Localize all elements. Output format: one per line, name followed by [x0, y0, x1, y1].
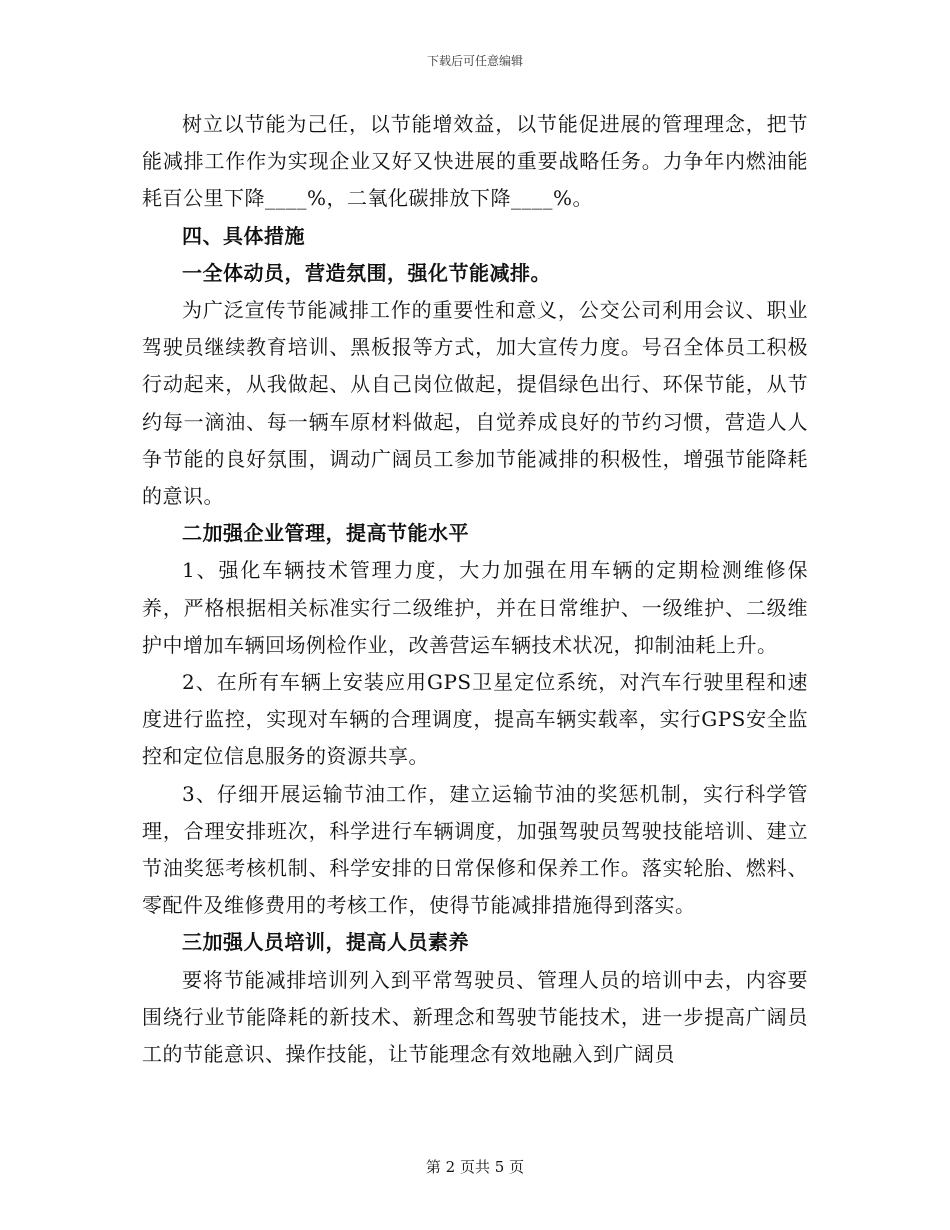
document-body — [142, 106, 808, 1073]
paragraph-vehicle-maintenance: 1、强化车辆技术管理力度，大力加强在用车辆的定期检测维修保养，严格根据相关标准实行二级维护，并在日常维护、一级维护、二级维护中增加车辆回场例检作业，改善营运车辆技术状况，抑制油耗上升。 — [142, 558, 808, 657]
page-header: 下载后可任意编辑 — [426, 54, 523, 68]
paragraph-publicity: 为广泛宣传节能减排工作的重要性和意义，公交公司利用会议、职业驾驶员继续教育培训、黑板报等方式，加大宣传力度。号召全体员工积极行动起来，从我做起、从自己岗位做起，提倡绿色出行、环保节能，从节约每一滴油、每一辆车原材料做起，自觉养成良好的节约习惯，营造人人争节能的良好氛围，调动广阔员工参加节能减排的积极性，增强节能降耗的意识。 — [142, 298, 808, 509]
paragraph-training: 要将节能减排培训列入到平常驾驶员、管理人员的培训中去，内容要围绕行业节能降耗的新技术、新理念和驾驶节能技术，进一步提高广阔员工的节能意识、操作技能，让节能理念有效地融入到广阔员 — [142, 967, 808, 1067]
subheading-mobilization: 一全体动员，营造氛围，强化节能减排。 — [182, 260, 551, 285]
paragraph-fuel-saving: 3、仔细开展运输节油工作，建立运输节油的奖惩机制，实行科学管理，合理安排班次，科学进行车辆调度，加强驾驶员驾驶技能培训、建立节油奖惩考核机制、科学安排的日常保修和保养工作。落实轮胎、燃料、零配件及维修费用的考核工作，使得节能减排措施得到落实。 — [142, 781, 808, 918]
section-heading-measures: 四、具体措施 — [182, 223, 305, 248]
page-footer: 第 2 页共 5 页 — [425, 1158, 525, 1176]
subheading-training: 三加强人员培训，提高人员素养 — [182, 930, 469, 955]
paragraph-gps: 2、在所有车辆上安装应用GPS卫星定位系统，对汽车行驶里程和速度进行监控，实现对车辆的合理调度，提高车辆实载率，实行GPS安全监控和定位信息服务的资源共享。 — [142, 670, 808, 769]
subheading-management: 二加强企业管理，提高节能水平 — [182, 521, 469, 546]
paragraph-goal: 树立以节能为己任，以节能增效益，以节能促进展的管理理念，把节能减排工作作为实现企业又好又快进展的重要战略任务。力争年内燃油能耗百公里下降____%，二氧化碳排放下降____%。 — [142, 112, 808, 211]
